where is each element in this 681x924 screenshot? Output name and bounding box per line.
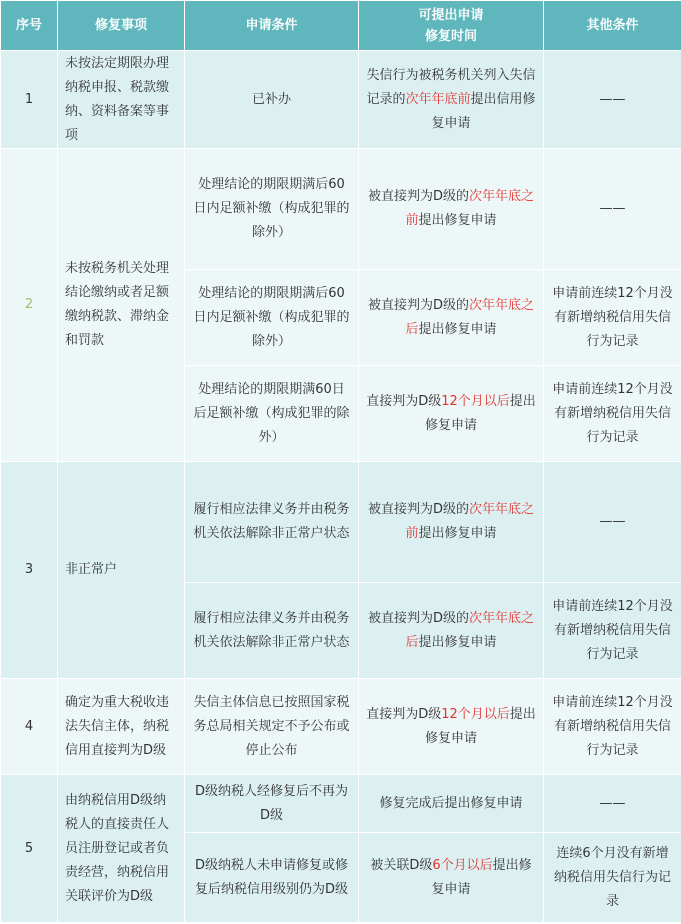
header-seq: 序号 [1,1,58,51]
row1-other: —— [544,51,681,149]
row3-seq: 3 [1,462,58,679]
row2-time: 被直接判为D级的次年年底之前提出修复申请 [359,149,544,270]
row5-other: —— [544,775,681,833]
row2-time: 直接判为D级12个月以后提出修复申请 [359,366,544,462]
row1-seq: 1 [1,51,58,149]
header-other: 其他条件 [544,1,681,51]
header-row [1,1,681,51]
row4-condition: 失信主体信息已按照国家税务总局相关规定不予公布或停止公布 [185,679,359,775]
row5-condition: D级纳税人经修复后不再为D级 [185,775,359,833]
row3-other: 申请前连续12个月没有新增纳税信用失信行为记录 [544,583,681,679]
row2-other: —— [544,149,681,270]
row3-time: 被直接判为D级的次年年底之后提出修复申请 [359,583,544,679]
row3-time: 被直接判为D级的次年年底之前提出修复申请 [359,462,544,583]
table-row [1,149,681,270]
table-row [1,51,681,149]
row2-other: 申请前连续12个月没有新增纳税信用失信行为记录 [544,366,681,462]
table-row [1,775,681,833]
row3-condition: 履行相应法律义务并由税务机关依法解除非正常户状态 [185,462,359,583]
row1-condition: 已补办 [185,51,359,149]
header-condition: 申请条件 [185,1,359,51]
row1-time: 失信行为被税务机关列入失信记录的次年年底前提出信用修复申请 [359,51,544,149]
row4-seq: 4 [1,679,58,775]
row2-other: 申请前连续12个月没有新增纳税信用失信行为记录 [544,270,681,366]
row2-item: 未按税务机关处理结论缴纳或者足额缴纳税款、滞纳金和罚款 [58,149,185,462]
row5-item: 由纳税信用D级纳税人的直接责任人员注册登记或者负责经营，纳税信用关联评价为D级 [58,775,185,923]
row3-other: —— [544,462,681,583]
row2-condition: 处理结论的期限期满60日后足额补缴（构成犯罪的除外） [185,366,359,462]
header-item: 修复事项 [58,1,185,51]
row4-time: 直接判为D级12个月以后提出修复申请 [359,679,544,775]
table-row [1,462,681,583]
row5-time: 被关联D级6个月以后提出修复申请 [359,833,544,923]
row2-condition: 处理结论的期限期满后60日内足额补缴（构成犯罪的除外） [185,270,359,366]
row3-item: 非正常户 [58,462,185,679]
row4-other: 申请前连续12个月没有新增纳税信用失信行为记录 [544,679,681,775]
header-time-line1: 可提出申请 [418,7,484,23]
row1-time-highlight: 次年年底前 [405,91,471,107]
header-time-line2: 修复时间 [424,28,477,44]
row5-condition: D级纳税人未申请修复或修复后纳税信用级别仍为D级 [185,833,359,923]
row1-item: 未按法定期限办理纳税申报、税款缴纳、资料备案等事项 [58,51,185,149]
row5-seq: 5 [1,775,58,923]
table-row [1,679,681,775]
row4-item: 确定为重大税收违法失信主体，纳税信用直接判为D级 [58,679,185,775]
row2-condition: 处理结论的期限期满后60日内足额补缴（构成犯罪的除外） [185,149,359,270]
row3-condition: 履行相应法律义务并由税务机关依法解除非正常户状态 [185,583,359,679]
row5-other: 连续6个月没有新增纳税信用失信行为记录 [544,833,681,923]
row5-time: 修复完成后提出修复申请 [359,775,544,833]
row2-seq: 2 [1,149,58,462]
header-time [359,1,544,51]
row2-time: 被直接判为D级的次年年底之后提出修复申请 [359,270,544,366]
